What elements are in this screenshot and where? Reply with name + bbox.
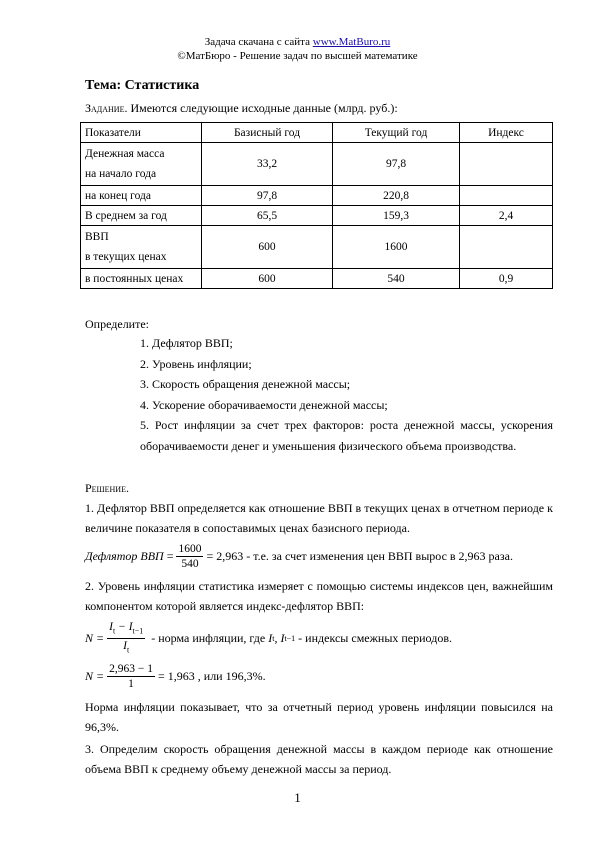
table-row xyxy=(81,186,553,206)
solution-label: Решение. xyxy=(85,481,129,495)
formula-result: = 1,963 xyxy=(157,669,195,683)
site-subheader: ©МатБюро - Решение задач по высшей математике xyxy=(177,50,418,62)
row-label: В среднем за год xyxy=(81,206,202,226)
fraction-denominator: 540 xyxy=(181,558,199,570)
paragraph-deflator: 1. Дефлятор ВВП определяется как отношение ВВП в текущих ценах в отчетном периоде к величине показателя в сопоставимых ценах базисного периода. xyxy=(85,501,553,535)
table-cell xyxy=(460,226,553,269)
formula-lhs: N = xyxy=(85,631,105,646)
page-number: 1 xyxy=(294,790,301,805)
list-item: 1. Дефлятор ВВП; xyxy=(140,336,233,350)
list-item: 4. Ускорение оборачиваемости денежной массы; xyxy=(140,397,388,412)
table-cell: 1600 xyxy=(333,226,460,269)
table-cell: 97,8 xyxy=(333,143,460,186)
row-label xyxy=(81,143,202,186)
row-label xyxy=(81,226,202,269)
row-label-line: на начало года xyxy=(85,168,157,180)
table-row xyxy=(81,269,553,289)
table-cell: 220,8 xyxy=(333,186,460,206)
var-i: I xyxy=(123,640,127,653)
formula-comment: - норма инфляции, где xyxy=(148,631,269,646)
table-cell: 540 xyxy=(333,269,460,289)
paragraph-inflation-norm: Норма инфляции показывает, что за отчетный период уровень инфляции повысился на 96,3%. xyxy=(85,700,553,734)
equals-sign: = xyxy=(163,549,174,563)
table-cell: 97,8 xyxy=(202,186,333,206)
row-label-line: ВВП xyxy=(85,231,109,243)
fraction xyxy=(107,662,155,691)
fraction-denominator: 1 xyxy=(128,678,134,690)
header-prefix: Задача скачана с сайта xyxy=(204,36,313,48)
table-cell: 600 xyxy=(202,269,333,289)
task-label: Задание. xyxy=(85,101,128,115)
var-i: I xyxy=(109,621,113,633)
table-row xyxy=(81,143,553,186)
var-i: − I xyxy=(115,621,133,633)
list-item: 3. Скорость обращения денежной массы; xyxy=(140,377,351,391)
formula-inflation-norm xyxy=(85,620,452,658)
task-list xyxy=(140,333,553,456)
subscript: t xyxy=(112,626,116,636)
var-i: I xyxy=(268,631,273,646)
table-header: Индекс xyxy=(460,123,553,143)
task-statement xyxy=(85,101,398,115)
row-label-line: Денежная масса xyxy=(85,148,165,160)
site-header xyxy=(0,36,595,49)
table-cell xyxy=(460,186,553,206)
data-table xyxy=(80,122,553,289)
formula-comment: - т.е. за счет изменения цен ВВП вырос в 2,963 раза. xyxy=(243,549,513,563)
table-cell: 65,5 xyxy=(202,206,333,226)
formula-result: = 2,963 xyxy=(206,549,244,563)
fraction-numerator: 1600 xyxy=(178,543,202,555)
table-row xyxy=(81,206,553,226)
list-item: 5. Рост инфляции за счет трех факторов: роста денежной массы, ускорения оборачиваемости денег и уменьшения физического объема производства. xyxy=(140,418,553,453)
fraction xyxy=(176,542,203,571)
subscript: t xyxy=(272,634,275,644)
formula-lhs: Дефлятор ВВП xyxy=(85,549,164,563)
fraction-numerator: 2,963 − 1 xyxy=(109,663,153,675)
row-label: в постоянных ценах xyxy=(81,269,202,289)
table-cell: 600 xyxy=(202,226,333,269)
var-i: I xyxy=(280,631,285,646)
fraction xyxy=(107,620,145,658)
formula-comment: , или 196,3%. xyxy=(194,669,266,683)
determine-label: Определите: xyxy=(85,317,150,331)
subscript: t xyxy=(126,645,130,655)
table-cell xyxy=(460,143,553,186)
fraction-numerator xyxy=(107,620,145,639)
list-item: 2. Уровень инфляции; xyxy=(140,356,252,371)
formula-comment: - индексы смежных периодов. xyxy=(295,631,452,646)
table-cell: 33,2 xyxy=(202,143,333,186)
table-cell: 2,4 xyxy=(460,206,553,226)
table-cell: 159,3 xyxy=(333,206,460,226)
fraction-denominator xyxy=(121,639,131,657)
subscript: t−1 xyxy=(284,634,296,644)
site-link[interactable]: www.MatBuro.ru xyxy=(312,36,391,48)
paragraph-velocity: 3. Определим скорость обращения денежной массы в каждом периоде как отношение объема ВВП к среднему объему денежной массы за период. xyxy=(85,742,553,776)
table-header: Текущий год xyxy=(333,123,460,143)
formula-deflator xyxy=(85,542,513,571)
table-header: Базисный год xyxy=(202,123,333,143)
separator: , xyxy=(274,631,281,646)
task-text: Имеются следующие исходные данные (млрд. руб.): xyxy=(127,101,398,115)
formula-lhs: N = xyxy=(85,669,105,683)
table-header-row xyxy=(81,123,553,143)
formula-inflation-value xyxy=(85,662,266,691)
table-row xyxy=(81,226,553,269)
row-label: на конец года xyxy=(81,186,202,206)
subscript: t−1 xyxy=(132,626,144,636)
paragraph-inflation: 2. Уровень инфляции статистика измеряет с помощью системы индексов цен, важнейшим компонентом которой является индекс-дефлятор ВВП: xyxy=(85,579,553,613)
table-cell: 0,9 xyxy=(460,269,553,289)
table-header: Показатели xyxy=(81,123,202,143)
topic-title: Тема: Статистика xyxy=(85,78,200,93)
row-label-line: в текущих ценах xyxy=(85,251,167,263)
